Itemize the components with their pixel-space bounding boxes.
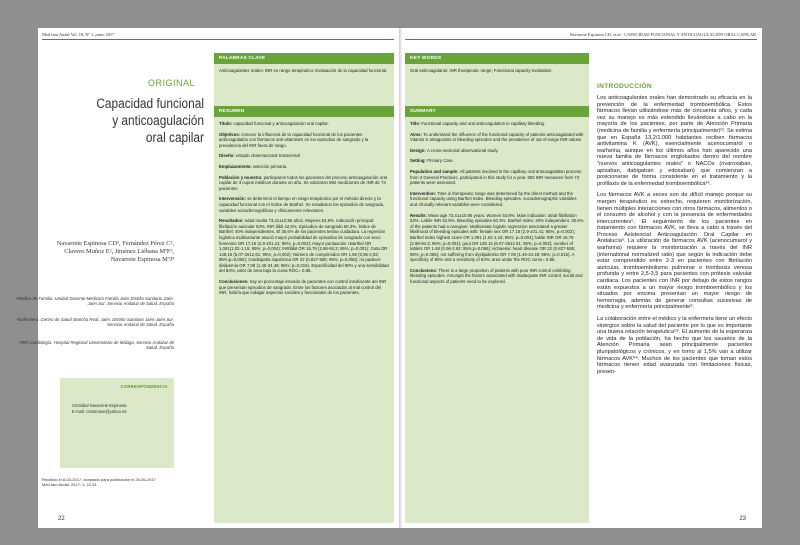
keywords-text: Anticoagulantes orales; INR en rango terapéutico; Evaluación de la capacidad funcional. [219,68,388,73]
resumen-paragraph [219,121,389,127]
summary-label: Results: [410,212,429,218]
page-number-right: 23 [739,516,746,522]
introduction-paragraph: Los fármacos AVK a veces son de difícil manejo porque su margen terapéutico es estrecho, requieren monitorización, tienen múltiples interacciones con otros fármacos, alimentos o el consumo de alcohol y con la presencia de enfermedades intercurrentes⁵. El seguimiento de los pacientes en tratamiento con fármacos AVK, se lleva a cabo a través del Proceso Asistencial Anticoagulación Oral Capilar en Andalucía⁶. La utilización de fármacos AVK (acenocumarol y warfarina) requiere la monitorización a través del INR (international normalized ratio) que según la indicación debe estar comprendido entre 2-3 en pacientes con fibrilación auricular, tromboembolismo pulmonar o trombosis venosa profunda y entre 2,5-3,5 para pacientes con prótesis valvular cardiaca. Los pacientes con INR por debajo de estos rangos están expuestos a un mayor riesgo tromboembólico y los situados por encima presentan un mayor riesgo de hemorragia, además de generar consultas sucesivas de medicina y enfermería principalmente⁸. [597,192,752,311]
resumen-label: Emplazamiento: [219,163,254,169]
resumen-label: Diseño: [219,153,236,159]
resumen-paragraph [219,196,389,213]
summary-text: There is a large proportion of patients with poor INR control exhibiting bleeding episodes. Amongst the factors associated with inadequate INR control, social and functional aspects of patients need to be explored. [410,267,583,285]
correspondence-heading: CORRESPONDENCIA [120,384,168,389]
resumen-text: estudio observacional transversal [235,153,300,159]
summary-paragraph [410,132,584,143]
resumen-text: se determinó el tiempo en rango terapéutico por el método directo y la capacidad funcional con el índice de Barthel. Se estudiaron los episodios de sangrado, variables sociodemográficas y clínicamente relevantes. [219,196,385,213]
summary-label: Aims: [410,131,424,137]
correspondence-email[interactable]: E-mail: cristonave@yahoo.es [72,409,127,414]
summary-heading: SUMMARY [405,106,589,117]
resumen-text: hay un porcentaje elevado de pacientes con control insuficiente del INR que presentan episodios de sangrado. Entre los factores asociados al mal control del INR, habría que indagar aspectos sociales y funcionales de los pacientes. [219,279,387,296]
affiliation-3: ³MIR Cardiología. Hospital Regional Universitario de Málaga. Servicio Andaluz de Salud. España [18,340,174,351]
summary-body [405,117,589,294]
resumen-body [214,117,394,305]
resumen-label: Resultados: [219,218,245,224]
summary-text: A cross-sectional observational study. [426,147,499,153]
resumen-label: Conclusiones: [219,279,250,285]
introduction-heading: INTRODUCCIÓN [597,83,652,90]
summary-paragraph [410,213,584,263]
summary-paragraph [410,268,584,285]
resumen-label: Intervención: [219,196,248,202]
summary-panel [405,53,589,523]
keywords-en-heading: KEY WORDS [405,53,589,64]
summary-label: Setting: [410,158,428,164]
resumen-paragraph [219,132,389,149]
affiliation-1: ¹Médico de Familia. Unidad Docente Medicina Familia Jaén Distrito Sanitario Jaén-Jaén Sur. Servicio Andaluz de Salud. España [15,296,174,307]
summary-label: Conclusions: [410,267,439,273]
running-header-right: Navarrete Espinosa CD, et al - CAPACIDAD FUNCIONAL Y ANTICOAGULACIÓN ORAL CAPILAR [569,32,756,37]
resumen-paragraph [219,175,389,192]
summary-label: Title: [410,121,422,126]
running-header-left: Med fam Andal Vol. 18, Nº 1, junio 2017 [42,32,115,37]
resumen-text: atención primaria. [253,163,288,169]
resumen-text: capacidad funcional y anticoagulación oral capilar. [233,121,329,126]
summary-label: Population and sample: [410,168,460,174]
introduction-body [597,95,752,380]
resumen-text: participaron todos los pacientes del proceso anticoagulación oral capilar de 3 cupos médicos durante un año. Se valoraron 892 mediciones de INR de 73 pacientes. [219,174,387,191]
resumen-text: conocer la influencia de la capacidad funcional de los pacientes anticoagulados con fármacos anti-vitaminaK en los episodios de sangrado y la prevalencia del INR fuera de rango. [219,131,369,148]
authors: Navarrete Espinosa CD¹, Fernández Pérez C², Clavero Muñoz E², Jiménez Liébana MªF², Navarrete Espinosa MªJ³ [56,240,174,264]
resumen-heading: RESUMEN [214,106,394,117]
summary-paragraph [410,158,584,164]
summary-text: Functional capacity and oral anticoagulation in capillary bleeding. [421,121,546,126]
keywords-en-text: Oral anticoagulants; INR therapeutic range; Functional capacity evaluation. [410,68,553,73]
header-rule [405,39,757,40]
resumen-label: Título: [219,121,234,126]
section-label: ORIGINAL [148,78,196,88]
resumen-paragraph [219,153,389,159]
summary-paragraph [410,148,584,154]
abstract-panel [214,53,394,523]
resumen-paragraph [219,279,389,296]
summary-label: Design: [410,147,427,153]
affiliation-2: ²Enfermera. Centro de Salud Mancha Real, Jaén. Distrito Sanitario Jaén-Jaén Sur. Servicio Andaluz de Salud. España [16,317,174,328]
keywords-heading: PALABRAS CLAVE [214,53,394,64]
summary-paragraph [410,191,584,208]
spine-shadow [399,28,402,528]
correspondence-name: Cristóbal Navarrete Espinosa [72,403,127,408]
header-rule [42,39,394,40]
resumen-label: Población y muestra: [219,174,264,180]
introduction-paragraph: Los anticoagulantes orales han demostrado su eficacia en la prevención de la enfermedad tromboembólica. Estos fármacos llevan utilizándose más de cincuenta años, y cada vez su manejo es más extendido llevándose a cabo en la mayoría de los pacientes, por parte de Atención Primaria (medicina de familia y enfermería principalmente)¹². Se estima que en España 13,2/1.000 habitantes reciben fármacos antivitamina K (AVK), esencialmente acenocumarol o warfarina, aunque en los últimos años han aparecido una nueva familia de fármacos englobados dentro del nombre "nuevos anticoagulantes orales" o NACOs (rivaroxaban, apixaban, dabigatran y edoxaban) que comienzan a posicionarse de forma consistente en el tratamiento y la profilaxis de la enfermedad tromboembólica³⁴. [597,95,752,187]
page-number-left: 22 [58,516,65,522]
resumen-paragraph [219,164,389,170]
summary-paragraph [410,169,584,186]
resumen-text: edad media 73,41±10,95 años. Mujeres 54,8%. Indicación principal: fibrilación auricular 63%. INR lábil 42,5%. Episodios de sangrado 60,3%. Índice de Barthel: 40% independientes. El 35,6% de los pacientes tenían cuidadora. La regresión logística multivariante asoció mayor probabilidad de episodios de sangrado con sexo femenino OR 17,18 (2,9-101,41; 95%; p=0,002); mayor puntuación I.Barthel OR 1,091(1,02-1,15; 95%; p=0,004); INRlábil OR 16,78 (2,98-94,3; 95%; p=0,001); Gota OR 148,15 (6,07-3612,61; 95%; p=0,002); Número de comprimidos OR 1,68 (0,96-2,92; 95%;p=0,066); Cardiopatía isquémica OR 22 (0,827-585; 95%; p=0,065); no padecer dislipemia OR 7,09 (1,45-34,48; 95%; p=0,015). Especificidad del 80% y una sensibilidad del 84%; valor de área bajo la curva ROC= 0,88. [219,218,389,274]
summary-text: All patients involved in the capillary oral anticoagulation process from 3 General Practices, participated in this study for a year. 892 INR measures from 73 patients were assessed. [410,168,582,186]
summary-paragraph [410,121,584,127]
resumen-label: Objetivos: [219,131,242,137]
summary-label: Intervention: [410,190,438,196]
left-page [15,28,399,528]
citation: Med fam Andal. 2017; 1: 22-31 [42,482,97,488]
introduction-paragraph: La colaboración entre el médico y la enfermera tiene un efecto sinérgico sobre la salud del paciente por lo que es importante una buena relación terapéutica⁵⁸. El aumento de la esperanza de vida de la población, ha hecho que los usuarios de la Atención Primaria sean principalmente pacientes pluripatológicos y crónicos, y en torno al 1,5% van a utilizar fármacos AVK⁸⁹. Muchos de los pacientes que toman estos fármacos tienen edad avanzada con limitaciones físicas, presen- [597,316,752,375]
summary-text: Time in therapeutic range was determined by the direct method and the functional capacity using Barthel Index. Bleeding episodes, sociodemographic variables and clinically relevant variables were considered. [410,190,577,207]
received-date: Recibido el 8-03-2017; aceptado para publicación el 26-06-2017 [42,477,156,482]
summary-text: To understand the influence of the functional capacity of patients anticoagulated with Vitamin K antagonists in bleeding episodes and the prevalence of out-of-range INR values. [410,131,584,143]
right-page [401,28,762,528]
summary-text: Primary Care. [427,158,454,164]
article-title: Capacidad funcional y anticoagulación oral capilar [96,96,204,145]
summary-text: Mean age 73.41±10.95 years. Women 54.8%. Main indication: atrial fibrillation 63%. Labile INR 42.5%. Bleeding episodes 60.3%. Barthel Index: 40% independent. 35.6% of the patients had a caregiver. Multivariate logistic regression associated a greater likelihood of bleeding episodes with: female sex OR 17.18 (2.9-101.41; 95%; p=0.002); Barthel Index highest score OR 1.091 (1.02-1.15; 95%; p=0.004); labile INR OR 16.78 (2.98-94.3; 95%; p=0.001); gout OR 148.15 (6.07-3612.61; 95%; p=0.002); number of tablets OR 1.68 (0.96-2.92; 95%;p=0.066); ischaemic heart disease OR 22 (0.827-585; 95%; p=0.065); not suffering from dyslipidemia OR 7.09 (1.45-34.48; 95%; p=0.015). A specificity of 80% and a sensitivity of 84%; area under the ROC curve= 0.88. [410,212,584,263]
correspondence-box [60,378,174,468]
resumen-paragraph [219,218,389,274]
